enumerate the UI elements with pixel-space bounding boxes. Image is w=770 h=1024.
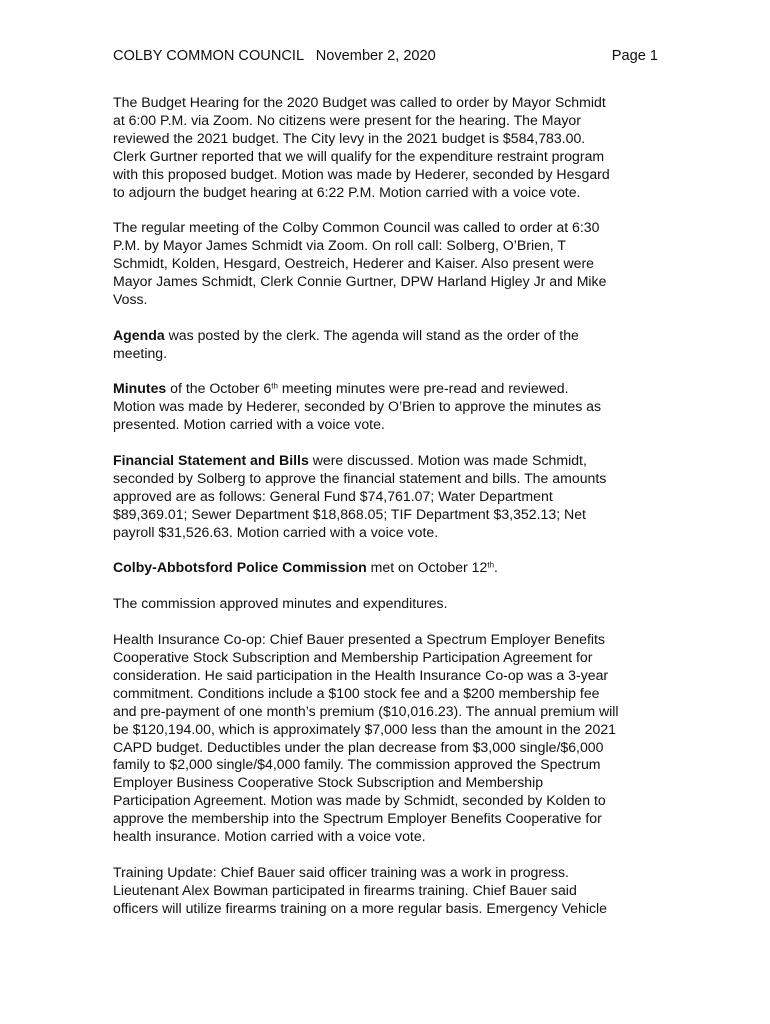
text-line: Training Update: Chief Bauer said officer training was a work in progress.	[113, 863, 569, 880]
text-line: were discussed. Motion was made Schmidt,	[308, 452, 587, 469]
text-line: Clerk Gurtner reported that we will qualify for the expenditure restraint program	[113, 147, 605, 164]
ordinal-suffix: th	[487, 561, 495, 571]
text-line: Cooperative Stock Subscription and Membership Participation Agreement for	[113, 648, 593, 665]
financial-paragraph	[113, 452, 658, 542]
text-line: payroll $31,526.63. Motion carried with a voice vote.	[113, 523, 439, 540]
text-line: Health Insurance Co-op: Chief Bauer presented a Spectrum Employer Benefits	[113, 631, 605, 648]
text-line: The regular meeting of the Colby Common Council was called to order at 6:30	[113, 219, 600, 236]
commission-approved-paragraph	[113, 595, 658, 613]
health-insurance-paragraph	[113, 631, 658, 846]
text-line: .	[494, 559, 498, 576]
text-line: was posted by the clerk. The agenda will stand as the order of the	[164, 326, 579, 343]
text-line: to adjourn the budget hearing at 6:22 P.M. Motion carried with a voice vote.	[113, 183, 581, 200]
financial-heading: Financial Statement and Bills	[113, 452, 309, 469]
text-line: The commission approved minutes and expenditures.	[113, 595, 448, 612]
text-line: officers will utilize firearms training on a more regular basis. Emergency Vehicle	[113, 899, 608, 916]
text-line: consideration. He said participation in the Health Insurance Co-op was a 3-year	[113, 666, 609, 683]
text-line: CAPD budget. Deductibles under the plan decrease from $3,000 single/$6,000	[113, 738, 604, 755]
agenda-paragraph	[113, 327, 658, 363]
budget-hearing-paragraph	[113, 94, 658, 201]
text-line: Motion was made by Hederer, seconded by O’Brien to approve the minutes as	[113, 398, 602, 415]
text-line: and pre-payment of one month’s premium ($10,016.23). The annual premium will	[113, 702, 619, 719]
text-line: at 6:00 P.M. via Zoom. No citizens were present for the hearing. The Mayor	[113, 111, 581, 128]
minutes-heading: Minutes	[113, 380, 167, 397]
training-paragraph	[113, 864, 658, 918]
text-line: $89,369.01; Sewer Department $18,868.05; TIF Department $3,352.13; Net	[113, 505, 586, 522]
page-number: Page 1	[611, 48, 658, 64]
text-line: family to $2,000 single/$4,000 family. The commission approved the Spectrum	[113, 756, 601, 773]
text-line: Participation Agreement. Motion was made by Schmidt, seconded by Kolden to	[113, 792, 606, 809]
ordinal-suffix: th	[271, 382, 278, 392]
text-line: Mayor James Schmidt, Clerk Connie Gurtner, DPW Harland Higley Jr and Mike	[113, 273, 607, 290]
agenda-heading: Agenda	[113, 326, 165, 343]
police-commission-paragraph	[113, 559, 658, 577]
text-line: be $120,194.00, which is approximately $7,000 less than the amount in the 2021	[113, 720, 617, 737]
page-header	[113, 46, 658, 66]
text-line: health insurance. Motion carried with a voice vote.	[113, 828, 426, 845]
text-line: Employer Business Cooperative Stock Subscription and Membership	[113, 774, 544, 791]
text-line: reviewed the 2021 budget. The City levy in the 2021 budget is $584,783.00.	[113, 129, 586, 146]
police-commission-heading: Colby-Abbotsford Police Commission	[113, 559, 367, 576]
minutes-paragraph	[113, 380, 658, 434]
text-line: met on October 12	[366, 559, 488, 576]
text-line: of the October 6	[166, 380, 272, 397]
regular-meeting-paragraph	[113, 219, 658, 309]
minutes-body	[113, 94, 658, 935]
text-line: Voss.	[113, 290, 148, 307]
text-line: P.M. by Mayor James Schmidt via Zoom. On roll call: Solberg, O’Brien, T	[113, 237, 566, 254]
text-line: The Budget Hearing for the 2020 Budget was called to order by Mayor Schmidt	[113, 94, 606, 110]
text-line: seconded by Solberg to approve the financial statement and bills. The amounts	[113, 469, 607, 486]
text-line: approved are as follows: General Fund $74,761.07; Water Department	[113, 487, 553, 504]
text-line: meeting.	[113, 344, 168, 361]
text-line: Lieutenant Alex Bowman participated in firearms training. Chief Bauer said	[113, 881, 577, 898]
text-line: approve the membership into the Spectrum Employer Benefits Cooperative for	[113, 810, 602, 827]
text-line: presented. Motion carried with a voice vote.	[113, 416, 385, 433]
text-line: with this proposed budget. Motion was made by Hederer, seconded by Hesgard	[113, 165, 610, 182]
document-title: COLBY COMMON COUNCIL November 2, 2020	[113, 48, 436, 64]
text-line: Schmidt, Kolden, Hesgard, Oestreich, Hederer and Kaiser. Also present were	[113, 255, 594, 272]
text-line: meeting minutes were pre-read and reviewed.	[277, 380, 569, 397]
text-line: commitment. Conditions include a $100 stock fee and a $200 membership fee	[113, 684, 600, 701]
